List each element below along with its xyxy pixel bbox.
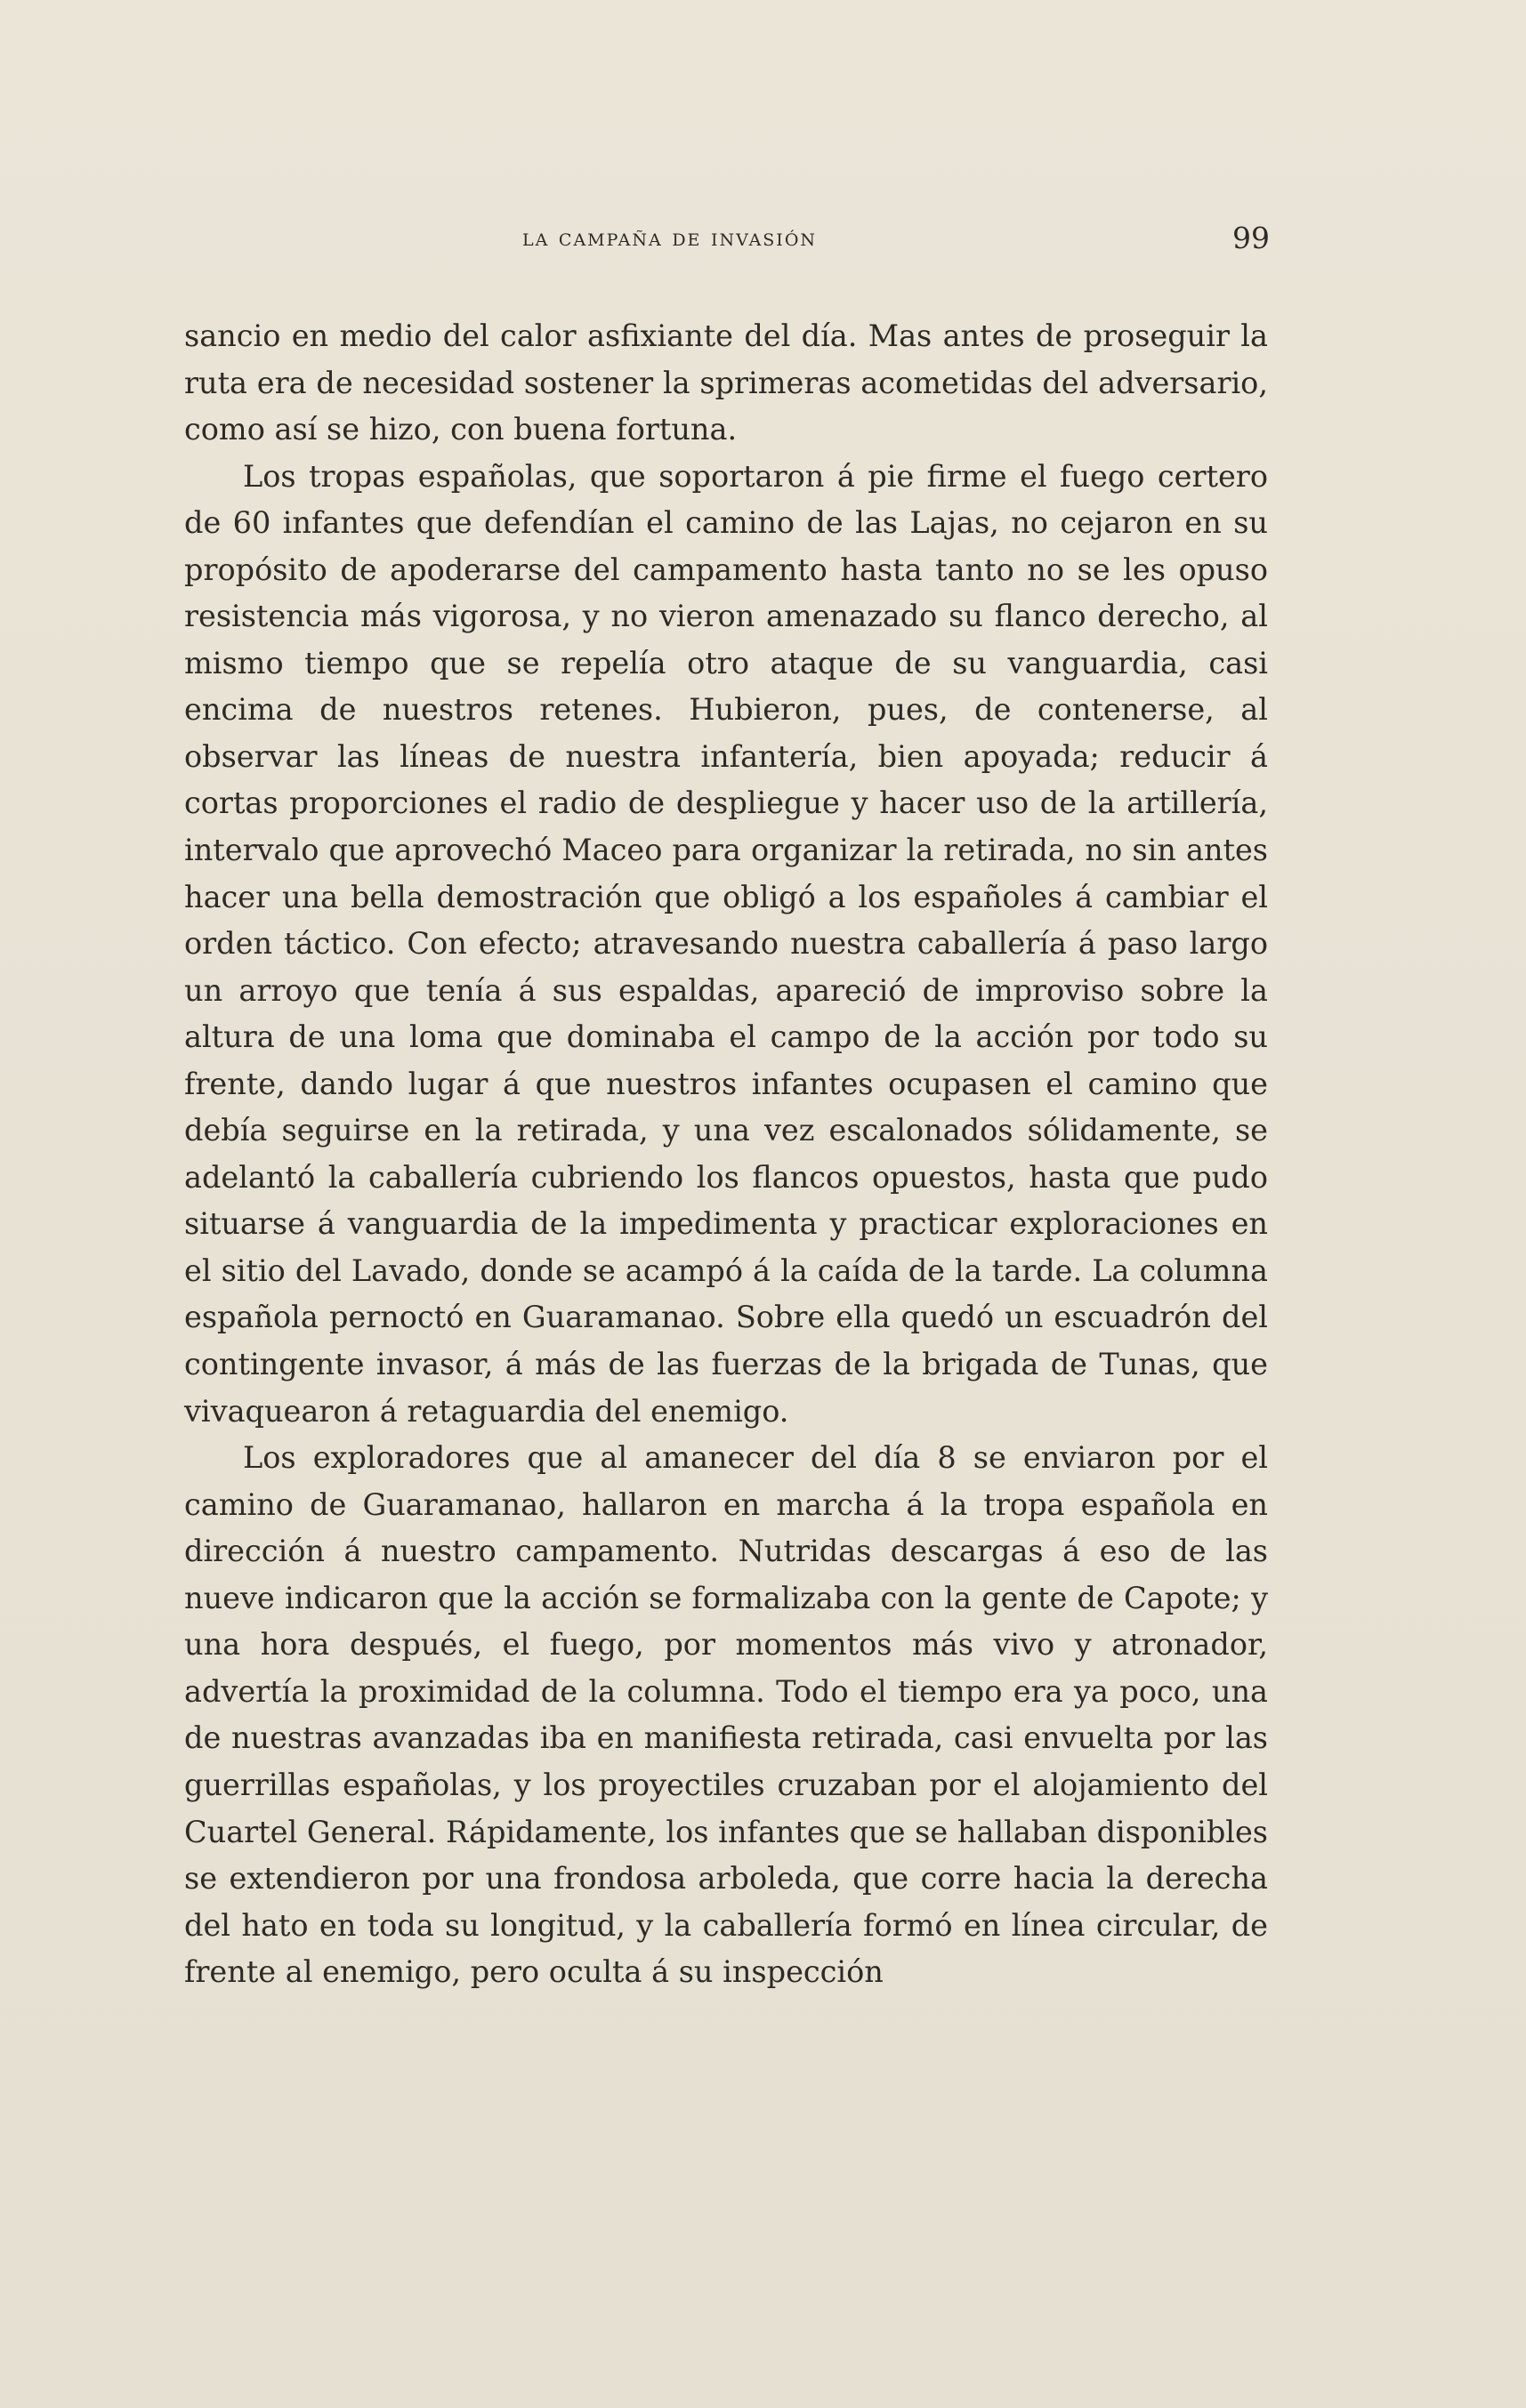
paragraph-continuation: sancio en medio del calor asfixiante del día. Mas antes de proseguir la ruta era de necesidad sostener la sprimeras acometidas del adversario, como así se hizo, con buena fortuna. [184, 318, 1268, 447]
running-head: la campaña de invasión [522, 224, 818, 252]
paragraph: Los tropas españolas, que soportaron á pie firme el fuego certero de 60 infantes que defendían el camino de las Lajas, no cejaron en su propósito de apoderarse del campamento hasta tanto no se les opuso resistencia más vigorosa, y no vieron amenazado su flanco derecho, al mismo tiempo que se repelía otro ataque de su vanguardia, casi encima de nuestros retenes. Hubieron, pues, de contenerse, al observar las líneas de nuestra infantería, bien apoyada; reducir á cortas proporciones el radio de despliegue y hacer uso de la artillería, intervalo que aprovechó Maceo para organizar la retirada, no sin antes hacer una bella demostración que obligó a los españoles á cambiar el orden táctico. Con efecto; atravesando nuestra caballería á paso largo un arroyo que tenía á sus espaldas, apareció de improviso sobre la altura de una loma que dominaba el campo de la acción por todo su frente, dando lugar á que nuestros infantes ocupasen el camino que debía seguirse en la retirada, y una vez escalonados sólidamente, se adelantó la caballería cubriendo los flancos opuestos, hasta que pudo situarse á vanguardia de la impedimenta y practicar exploraciones en el sitio del Lavado, donde se acampó á la caída de la tarde. La columna española pernoctó en Guaramanao. Sobre ella quedó un escuadrón del contingente invasor, á más de las fuerzas de la brigada de Tunas, que vivaquearon á retaguardia del enemigo. [184, 458, 1268, 1429]
body-text [184, 313, 1268, 1996]
paragraph: Los exploradores que al amanecer del día 8 se enviaron por el camino de Guaramanao, hallaron en marcha á la tropa española en dirección á nuestro campamento. Nutridas descargas á eso de las nueve indicaron que la acción se formalizaba con la gente de Capote; y una hora después, el fuego, por momentos más vivo y atronador, advertía la proximidad de la columna. Todo el tiempo era ya poco, una de nuestras avanzadas iba en manifiesta retirada, casi envuelta por las guerrillas españolas, y los proyectiles cruzaban por el alojamiento del Cuartel General. Rápidamente, los infantes que se hallaban disponibles se extendieron por una frondosa arboleda, que corre hacia la derecha del hato en toda su longitud, y la caballería formó en línea circular, de frente al enemigo, pero oculta á su inspección [184, 1440, 1268, 1990]
page-header [184, 221, 1270, 260]
page-number: 99 [1232, 221, 1270, 255]
